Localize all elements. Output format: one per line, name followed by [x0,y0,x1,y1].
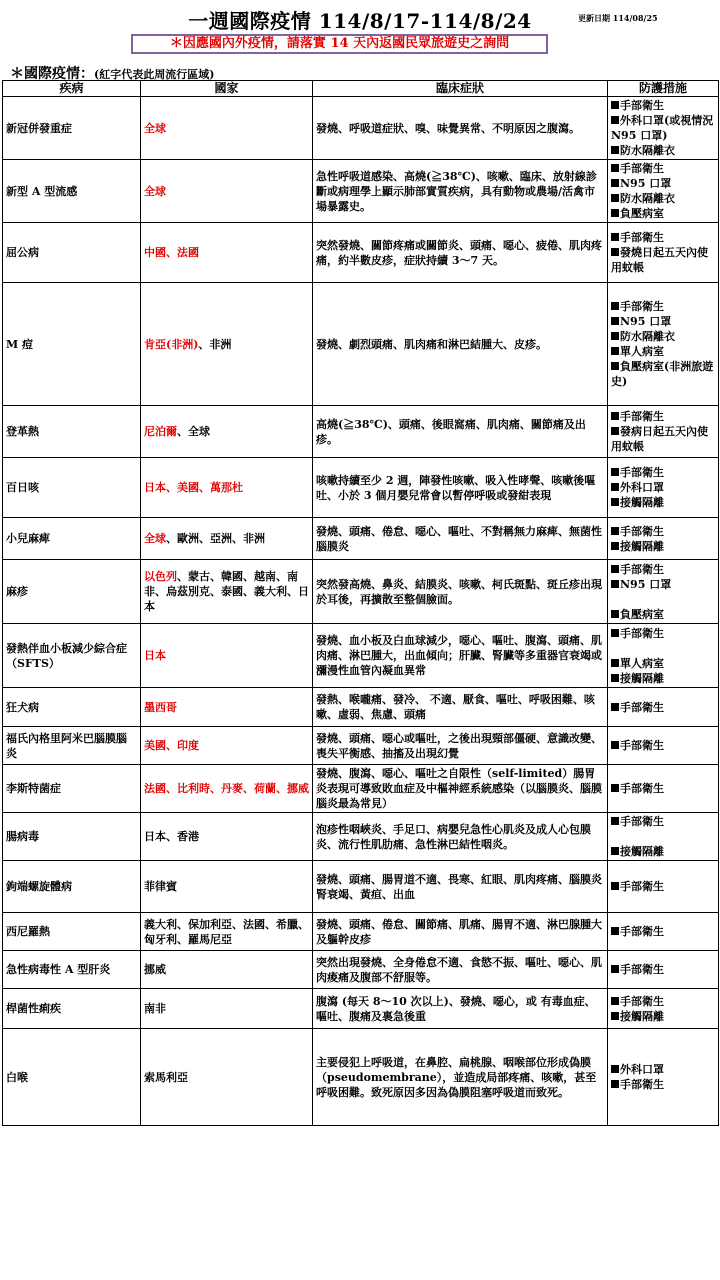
page-title: 一週國際疫情 114/8/17-114/8/24 [188,9,532,33]
protection-cell [608,97,719,160]
protection-cell [608,223,719,283]
protection-item [611,245,715,275]
protection-item [611,962,715,977]
country-text: 義大利、保加利亞、法國、希臘、匈牙利、羅馬尼亞 [144,917,309,946]
country-text: 、歐洲、亞洲、非洲 [166,532,265,545]
table-row [3,223,719,283]
column-header-protection: 防護措施 [608,81,719,97]
table-row [3,989,719,1029]
protection-text: N95 口罩 [620,577,672,591]
section-title: ＊國際疫情： [10,66,94,82]
table-header-row [3,81,719,97]
protection-text: 負壓病室 [620,607,664,621]
bullet-square-icon [611,233,619,241]
bullet-square-icon [611,483,619,491]
protection-cell [608,1029,719,1126]
disease-cell: 李斯特菌症 [3,765,141,813]
bullet-square-icon [611,302,619,310]
country-text: 、非洲 [198,337,232,351]
protection-cell [608,160,719,223]
table-row [3,727,719,765]
protection-item [611,592,715,607]
bullet-square-icon [611,164,619,172]
symptoms-cell: 突然發高燒、鼻炎、結膜炎、咳嗽、柯氏斑點、斑丘疹出現於耳後，再擴散至整個臉面。 [313,560,608,624]
bullet-square-icon [611,347,619,355]
country-text: 以色列 [144,570,177,583]
bullet-square-icon [611,527,619,535]
protection-text: 負壓病室(非洲旅遊史) [611,360,714,388]
protection-text: N95 口罩 [620,315,672,328]
country-cell [141,989,313,1029]
protection-item [611,495,715,510]
table-row [3,406,719,458]
protection-text: 防水隔離衣 [620,144,675,157]
protection-cell [608,989,719,1029]
bullet-square-icon [611,1065,619,1073]
bullet-square-icon [611,629,619,637]
protection-cell [608,765,719,813]
protection-cell [608,913,719,951]
country-cell [141,458,313,518]
table-row [3,518,719,560]
protection-item [611,230,715,245]
bullet-square-icon [611,817,619,825]
protection-item [611,98,715,113]
country-text: 美國、印度 [144,739,199,752]
bullet-square-icon [611,332,619,340]
symptoms-cell: 發熱、喉嚨痛、發冷、 不適、厭食、嘔吐、呼吸困難、咳嗽、虛弱、焦慮、頭痛 [313,688,608,727]
table-row [3,765,719,813]
country-cell [141,283,313,406]
country-text: 全球 [144,532,166,545]
disease-cell: 登革熱 [3,406,141,458]
bullet-square-icon [611,542,619,550]
country-cell [141,560,313,624]
section-note: (紅字代表此周流行區域) [94,68,215,81]
disease-cell: 桿菌性痢疾 [3,989,141,1029]
protection-item [611,1009,715,1024]
protection-text: 發燒日起五天內使用蚊帳 [611,246,708,274]
table-row [3,560,719,624]
symptoms-cell: 腹瀉 (每天 8～10 次以上)、發燒、噁心，或 有毒血症、嘔吐、腹痛及裏急後重 [313,989,608,1029]
bullet-square-icon [611,965,619,973]
country-cell [141,1029,313,1126]
protection-item [611,206,715,221]
country-text: 肯亞(非洲) [144,337,199,351]
country-text: 日本、美國、萬那杜 [144,481,243,494]
country-cell [141,624,313,688]
table-row [3,951,719,989]
symptoms-cell: 發燒、血小板及白血球減少，噁心、嘔吐、腹瀉、頭痛、肌肉痛、淋巴腫大，出血傾向；肝臟、腎臟等多重器官衰竭或瀰漫性血管內凝血異常 [313,624,608,688]
symptoms-cell: 發燒、腹瀉、噁心、嘔吐之自限性（self-limited）腸胃炎表現可導致敗血症及中樞神經系統感染（以腦膜炎、腦膜腦炎最為常見） [313,765,608,813]
table-row [3,624,719,688]
bullet-square-icon [611,997,619,1005]
country-text: 全球 [144,184,166,198]
bullet-square-icon [611,412,619,420]
column-header-disease: 疾病 [3,81,141,97]
protection-item [611,161,715,176]
protection-cell [608,624,719,688]
disease-cell: 腸病毒 [3,813,141,861]
protection-text: 負壓病室 [620,207,664,220]
country-cell [141,223,313,283]
bullet-square-icon [611,741,619,749]
table-row [3,283,719,406]
protection-text: 手部衛生 [620,562,664,576]
country-cell [141,813,313,861]
protection-item [611,480,715,495]
protection-text: 發病日起五天內使用蚊帳 [611,425,708,453]
protection-item [611,656,715,671]
protection-cell [608,861,719,913]
country-text: 南非 [144,1002,166,1015]
country-cell [141,518,313,560]
disease-cell: 西尼羅熱 [3,913,141,951]
protection-item [611,314,715,329]
country-text: 中國、法國 [144,246,199,259]
bullet-square-icon [611,101,619,109]
protection-text: 手部衛生 [620,994,664,1008]
protection-item [611,994,715,1009]
protection-item [611,191,715,206]
country-text: 菲律賓 [144,880,177,893]
protection-cell [608,951,719,989]
protection-text: 手部衛生 [620,739,664,752]
protection-item [611,299,715,314]
protection-text: 手部衛生 [620,99,664,112]
protection-item [611,814,715,829]
country-text: 、蒙古、韓國、越南、南非、烏茲別克、泰國、義大利、日本 [144,570,309,613]
protection-text: 接觸隔離 [620,1009,664,1023]
country-cell [141,951,313,989]
table-row [3,160,719,223]
protection-item [611,700,715,715]
protection-text: 手部衛生 [620,524,664,538]
column-header-symptoms: 臨床症狀 [313,81,608,97]
protection-text: 手部衛生 [620,925,664,938]
table-row [3,913,719,951]
protection-text: 接觸隔離 [620,671,664,685]
bullet-square-icon [611,498,619,506]
table-row [3,97,719,160]
protection-cell [608,406,719,458]
symptoms-cell: 發燒、頭痛、倦怠、噁心、嘔吐、不對稱無力麻痺、無菌性腦膜炎 [313,518,608,560]
symptoms-cell: 突然發燒、關節疼痛或關節炎、頭痛、噁心、疲倦、肌肉疼痛，約半數皮疹，症狀持續 3～7 天。 [313,223,608,283]
protection-item [611,924,715,939]
country-text: 全球 [144,121,166,135]
protection-text: 手部衛生 [620,880,664,893]
protection-item [611,738,715,753]
disease-cell: 白喉 [3,1029,141,1126]
bullet-square-icon [611,703,619,711]
disease-cell: M 痘 [3,283,141,406]
protection-text: 防水隔離衣 [620,330,675,343]
protection-text: 手部衛生 [620,782,664,795]
protection-cell [608,458,719,518]
table-row [3,861,719,913]
country-cell [141,861,313,913]
bullet-square-icon [611,427,619,435]
travel-history-notice: ＊因應國內外疫情，請落實 14 天內返國民眾旅遊史之詢問 [131,34,548,54]
bullet-square-icon [611,179,619,187]
protection-item [611,879,715,894]
protection-item [611,626,715,641]
country-cell [141,688,313,727]
protection-item [611,671,715,686]
protection-text: 防水隔離衣 [620,192,675,205]
country-cell [141,727,313,765]
protection-text: 接觸隔離 [620,539,664,553]
bullet-square-icon [611,317,619,325]
protection-item [611,1077,715,1092]
country-text: 挪威 [144,963,166,976]
update-date: 更新日期 114/08/25 [578,13,658,23]
symptoms-cell: 泡疹性咽峽炎、手足口、病嬰兒急性心肌炎及成人心包膜炎、流行性肌肋痛、急性淋巴結性咽炎。 [313,813,608,861]
protection-item [611,329,715,344]
country-cell [141,913,313,951]
table-body [3,97,719,1126]
protection-cell [608,560,719,624]
disease-cell: 鉤端螺旋體病 [3,861,141,913]
bullet-square-icon [611,248,619,256]
protection-item [611,562,715,577]
bullet-square-icon [611,610,619,618]
country-text: 日本、香港 [144,830,199,843]
protection-text: 外科口罩(或視情況 N95 口罩) [611,114,714,142]
protection-item [611,781,715,796]
symptoms-cell: 主要侵犯上呼吸道，在鼻腔、扁桃腺、咽喉部位形成偽膜（pseudomembrane），並造成局部疼痛、咳嗽，甚至呼吸困難。致死原因多因為偽膜阻塞呼吸道而致死。 [313,1029,608,1126]
table-row [3,458,719,518]
bullet-square-icon [611,146,619,154]
protection-item [611,113,715,143]
protection-item [611,176,715,191]
protection-text: 手部衛生 [620,466,664,479]
protection-cell [608,688,719,727]
disease-cell: 新型 A 型流感 [3,160,141,223]
table-row [3,688,719,727]
protection-text: 手部衛生 [620,700,664,714]
country-cell [141,406,313,458]
country-text: 、全球 [177,425,210,438]
disease-cell: 狂犬病 [3,688,141,727]
bullet-square-icon [611,659,619,667]
bullet-square-icon [611,882,619,890]
protection-item [611,143,715,158]
bullet-square-icon [611,565,619,573]
table-row [3,1029,719,1126]
protection-item [611,577,715,592]
country-text: 索馬利亞 [144,1070,188,1084]
symptoms-cell: 發燒、劇烈頭痛、肌肉痛和淋巴結腫大、皮疹。 [313,283,608,406]
protection-text: 外科口罩 [620,1063,664,1076]
disease-cell: 百日咳 [3,458,141,518]
protection-item [611,465,715,480]
protection-text: 手部衛生 [620,626,664,640]
bullet-square-icon [611,194,619,202]
bullet-square-icon [611,784,619,792]
protection-text: 接觸隔離 [620,845,664,858]
symptoms-cell: 發燒、頭痛、噁心或嘔吐，之後出現頸部僵硬、意識改變、喪失平衡感、抽搐及出現幻覺 [313,727,608,765]
symptoms-cell: 發燒、呼吸道症狀、嗅、味覺異常、不明原因之腹瀉。 [313,97,608,160]
protection-text: 接觸隔離 [620,496,664,509]
protection-text: N95 口罩 [620,177,672,190]
disease-cell: 急性病毒性 A 型肝炎 [3,951,141,989]
protection-cell [608,283,719,406]
protection-text: 手部衛生 [620,1078,664,1091]
symptoms-cell: 發燒、頭痛、倦怠、關節痛、肌痛、腸胃不適、淋巴腺腫大及軀幹皮疹 [313,913,608,951]
protection-item [611,1062,715,1077]
protection-item [611,607,715,622]
bullet-square-icon [611,674,619,682]
country-text: 墨西哥 [144,700,177,714]
protection-text: 手部衛生 [620,231,664,244]
protection-text: 外科口罩 [620,481,664,494]
disease-cell: 發熱伴血小板減少綜合症（SFTS） [3,624,141,688]
protection-item [611,844,715,859]
protection-text: 手部衛生 [620,815,664,828]
protection-item [611,829,715,844]
bullet-square-icon [611,468,619,476]
country-cell [141,160,313,223]
protection-item [611,539,715,554]
protection-text: 手部衛生 [620,410,664,423]
protection-cell [608,727,719,765]
protection-item [611,359,715,389]
symptoms-cell: 發燒、頭痛、腸胃道不適、畏寒、紅眼、肌肉疼痛、腦膜炎腎衰竭、黃疸、出血 [313,861,608,913]
disease-cell: 屈公病 [3,223,141,283]
country-text: 日本 [144,649,166,662]
disease-cell: 福氏內格里阿米巴腦膜腦炎 [3,727,141,765]
symptoms-cell: 高燒(≧38℃)、頭痛、後眼窩痛、肌肉痛、關節痛及出疹。 [313,406,608,458]
bullet-square-icon [611,116,619,124]
disease-cell: 新冠併發重症 [3,97,141,160]
protection-cell [608,518,719,560]
disease-cell: 麻疹 [3,560,141,624]
bullet-square-icon [611,847,619,855]
protection-text: 單人病室 [620,345,664,358]
bullet-square-icon [611,362,619,370]
symptoms-cell: 突然出現發燒、全身倦怠不適、食慾不振、嘔吐、噁心、肌肉痠痛及腹部不舒服等。 [313,951,608,989]
bullet-square-icon [611,1080,619,1088]
country-cell [141,97,313,160]
protection-item [611,524,715,539]
protection-text: 手部衛生 [620,300,664,313]
bullet-square-icon [611,580,619,588]
protection-item [611,424,715,454]
disease-cell: 小兒麻痺 [3,518,141,560]
bullet-square-icon [611,209,619,217]
protection-text: 手部衛生 [620,162,664,175]
country-text: 尼泊爾 [144,425,177,438]
epidemic-table [2,80,719,1126]
column-header-country: 國家 [141,81,313,97]
protection-text: 手部衛生 [620,963,664,976]
protection-cell [608,813,719,861]
protection-item [611,409,715,424]
protection-item [611,344,715,359]
protection-item [611,641,715,656]
bullet-square-icon [611,927,619,935]
protection-text: 單人病室 [620,656,664,670]
country-text: 法國、比利時、丹麥、荷蘭、挪威 [144,782,309,795]
bullet-square-icon [611,1012,619,1020]
symptoms-cell: 咳嗽持續至少 2 週，陣發性咳嗽、吸入性哮聲、咳嗽後嘔吐、小於 3 個月嬰兒常會以暫停呼吸或發紺表現 [313,458,608,518]
table-row [3,813,719,861]
symptoms-cell: 急性呼吸道感染、高燒(≧38℃)、咳嗽、臨床、放射線診斷或病理學上顯示肺部實質疾病，具有動物或農場/活禽市場暴露史。 [313,160,608,223]
country-cell [141,765,313,813]
